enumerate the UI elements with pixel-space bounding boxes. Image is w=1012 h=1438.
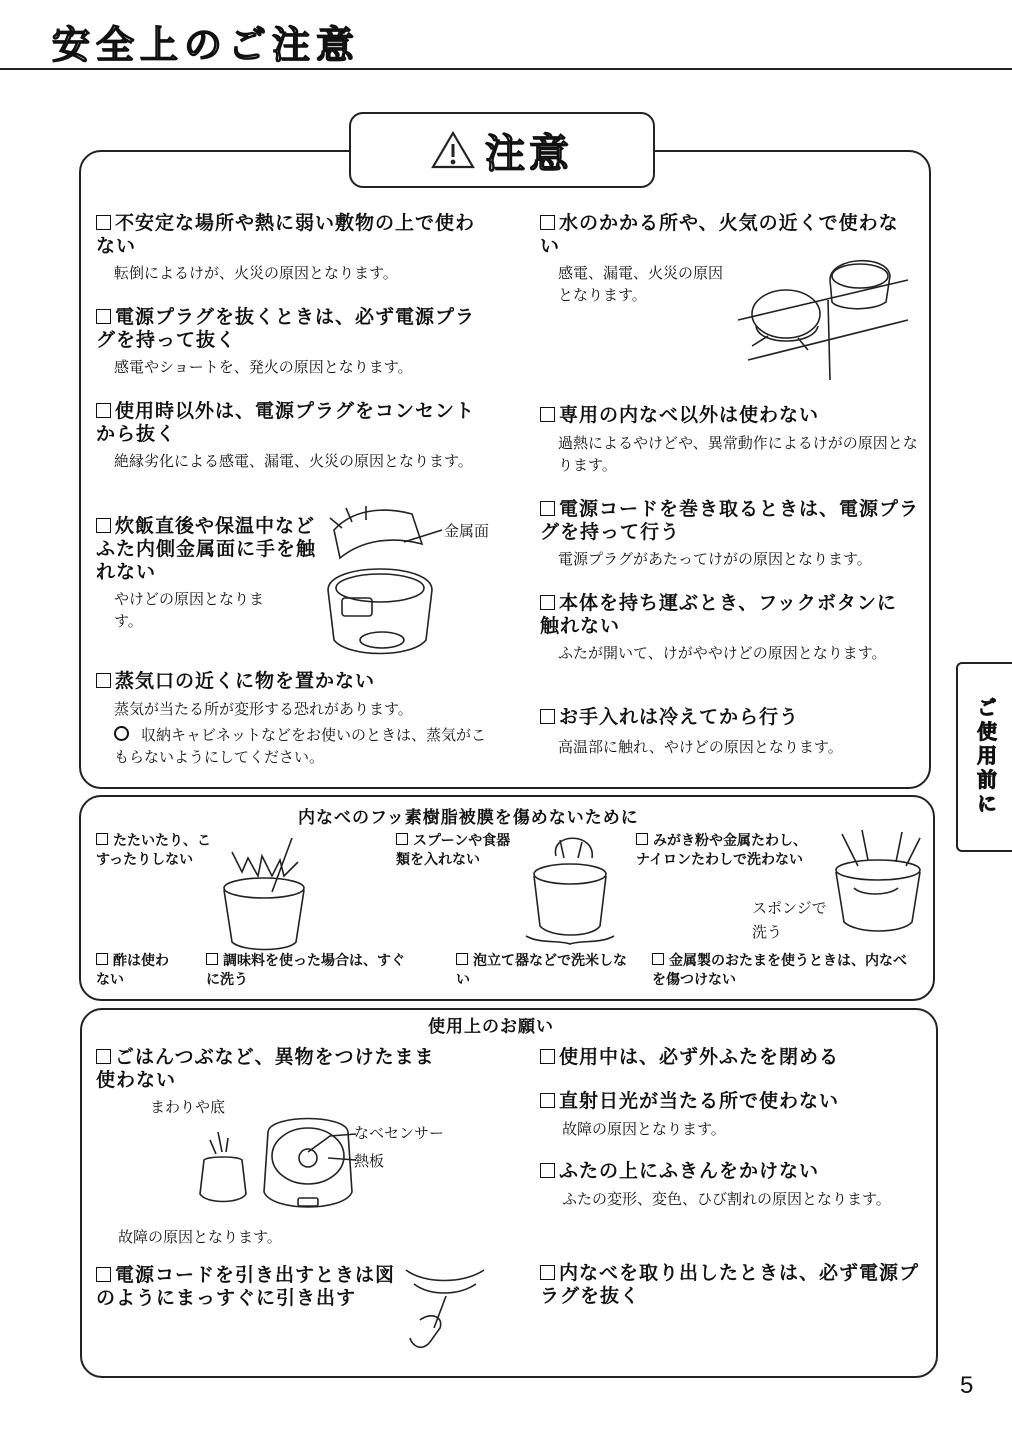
note-circle-icon (114, 726, 129, 741)
usage-item-heading: 電源コードを引き出すときは図のようにまっすぐに引き出す (96, 1264, 396, 1309)
rice-cooker-open-lid-illustration (322, 500, 442, 660)
usage-item-heading: ふたの上にふきんをかけない (540, 1160, 910, 1183)
caution-item-heading: 不安定な場所や熱に弱い敷物の上で使わない (96, 212, 476, 257)
spoon-in-pot-illustration (520, 836, 620, 946)
page-title: 安全上のご注意 (52, 23, 361, 67)
caution-item-text: 絶縁劣化による感電、漏電、火災の原因となります。 (114, 452, 473, 470)
caution-item-heading: 水のかかる所や、火気の近くで使わない (540, 212, 899, 257)
usage-item-heading: 内なべを取り出したときは、必ず電源プラグを抜く (540, 1262, 920, 1307)
page-number: 5 (960, 1372, 974, 1399)
caution-item-heading: お手入れは冷えてから行う (540, 706, 910, 729)
around-and-bottom-label: まわりや底 (150, 1098, 226, 1116)
pulling-cord-illustration (400, 1262, 490, 1358)
usage-item-text: 故障の原因となります。 (562, 1120, 726, 1138)
caution-item-text: 高温部に触れ、やけどの原因となります。 (558, 738, 843, 756)
usage-item-heading: 使用中は、必ず外ふたを閉める (540, 1046, 910, 1069)
caution-item-text: 電源プラグがあたってけがの原因となります。 (558, 550, 872, 568)
usage-item-heading: ごはんつぶなど、異物をつけたまま使わない (96, 1046, 435, 1091)
caution-item-heading: 炊飯直後や保温中などふた内側金属面に手を触れない (96, 515, 317, 583)
heating-plate-label: 熱板 (354, 1152, 385, 1170)
caution-item-text: やけどの原因となります。 (114, 590, 265, 630)
usage-requests-title: 使用上のお願い (428, 1017, 554, 1037)
scrubbing-pot-illustration (832, 826, 924, 934)
caution-item-text: 過熱によるやけどや、異常動作によるけがの原因となります。 (558, 434, 918, 474)
usage-item-heading: 直射日光が当たる所で使わない (540, 1090, 910, 1113)
metal-surface-label: 金属面 (444, 522, 490, 540)
pot-care-item: 金属製のおたまを使うときは、内なべを傷つけない (652, 953, 907, 988)
pot-care-item: みがき粉や金属たわし、ナイロンたわしで洗わない (636, 833, 807, 868)
inner-pot-care-title: 内なべのフッ素樹脂被膜を傷めないために (298, 808, 639, 828)
warning-triangle-icon (431, 130, 475, 170)
caution-item-heading: 使用時以外は、電源プラグをコンセントから抜く (96, 400, 476, 445)
caution-item-text: ふたが開いて、けがややけどの原因となります。 (558, 644, 887, 662)
caution-item-text: 転倒によるけが、火災の原因となります。 (114, 264, 398, 282)
rice-cooker-near-stove-illustration (738, 250, 908, 380)
pot-care-item: 酢は使わない (96, 953, 169, 988)
caution-item-heading: 電源コードを巻き取るときは、電源プラグを持って行う (540, 498, 920, 543)
caution-header (349, 112, 655, 188)
metal-surface-pointer (404, 528, 444, 548)
caution-item-heading: 電源プラグを抜くときは、必ず電源プラグを持って抜く (96, 306, 476, 351)
sensor-leader-lines (308, 1128, 356, 1168)
section-side-tab (956, 662, 1012, 852)
pot-with-debris-illustration (196, 1130, 250, 1210)
usage-item-text: 故障の原因となります。 (118, 1228, 282, 1246)
usage-item-text: ふたの変形、変色、ひび割れの原因となります。 (562, 1190, 891, 1208)
caution-item-text: 感電、漏電、火災の原因となります。 (558, 264, 724, 304)
pot-care-item: 泡立て器などで洗米しない (456, 953, 627, 988)
caution-item-heading: 蒸気口の近くに物を置かない (96, 670, 486, 693)
caution-item-text: 感電やショートを、発火の原因となります。 (114, 358, 413, 376)
title-divider (0, 68, 1012, 70)
pot-tapping-illustration (222, 832, 312, 952)
pot-sensor-label: なべセンサー (354, 1124, 445, 1142)
pot-care-item: たたいたり、こすったりしない (96, 833, 211, 868)
section-side-tab-label: ご使用前に (973, 697, 998, 817)
caution-item-note: 収納キャビネットなどをお使いのときは、蒸気がこもらないようにしてください。 (114, 726, 487, 766)
caution-item-heading: 本体を持ち運ぶとき、フックボタンに触れない (540, 592, 897, 637)
caution-item-text: 蒸気が当たる所が変形する恐れがあります。 (114, 700, 413, 718)
caution-label: 注意 (485, 130, 573, 177)
pot-care-item: スプーンや食器類を入れない (396, 833, 511, 868)
sponge-wash-label: スポンジで洗う (752, 899, 827, 941)
pot-care-item: 調味料を使った場合は、すぐに洗う (206, 953, 405, 988)
caution-item-heading: 専用の内なべ以外は使わない (540, 404, 910, 427)
